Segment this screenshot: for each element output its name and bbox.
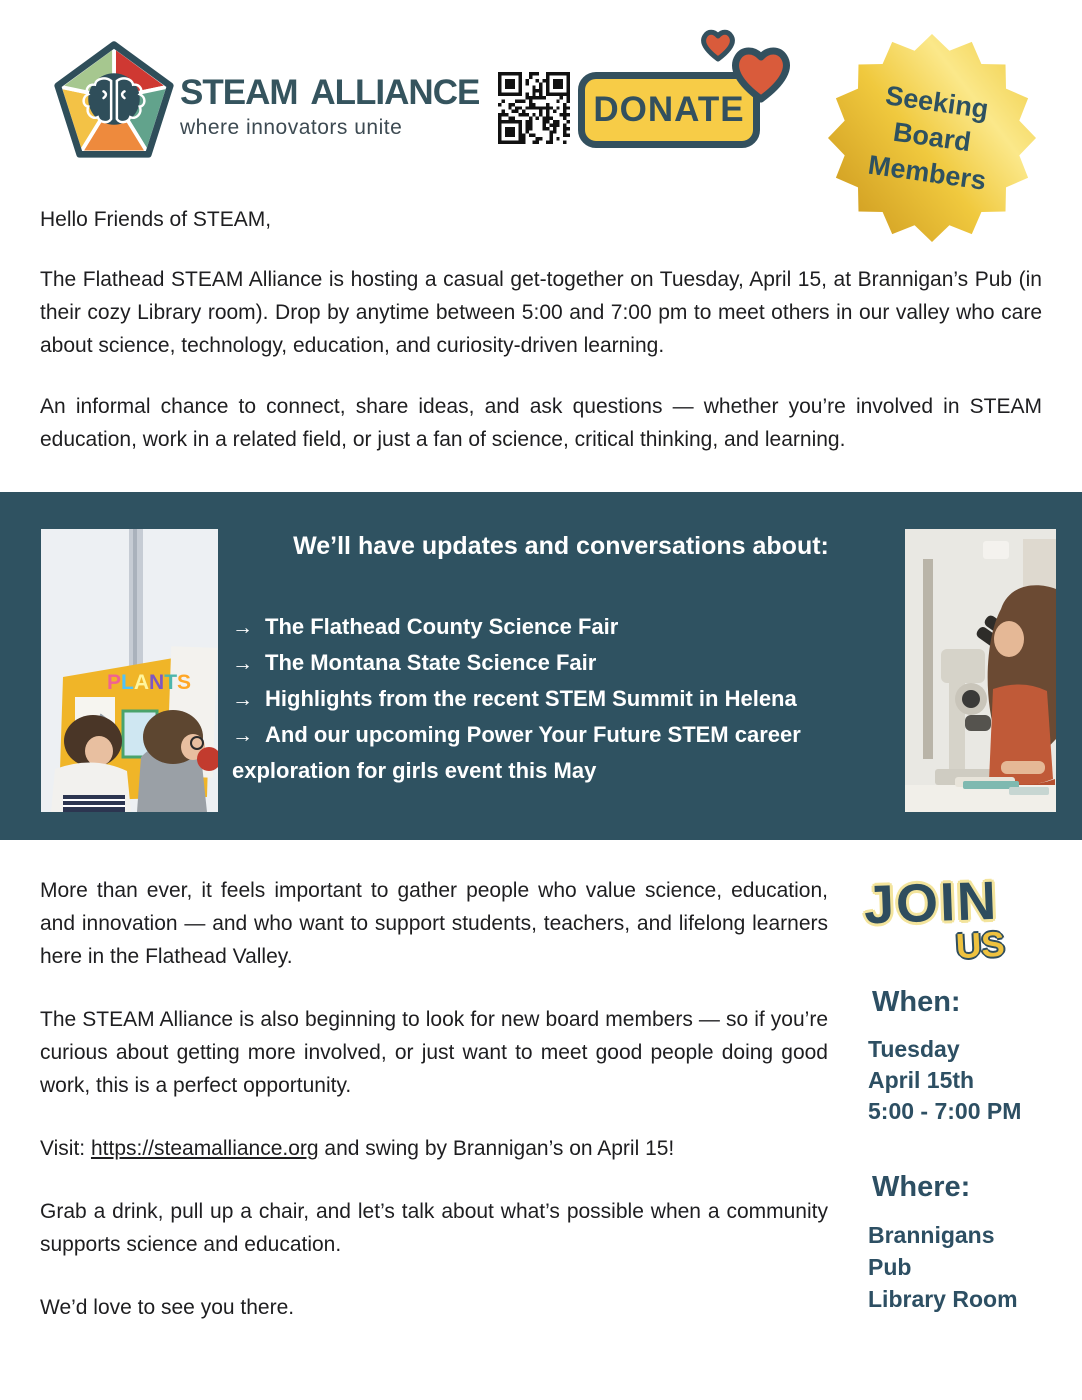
closing-paragraph: The STEAM Alliance is also beginning to look for new board members — so if you’re curious about getting more involved, or just want to meet good people doing good work, this is a perfect opportunity. [40, 1008, 828, 1097]
logo-wordmark [180, 59, 480, 140]
badge-line: Members [866, 149, 988, 196]
closing-section [40, 874, 828, 1354]
closing-paragraph: Grab a drink, pull up a chair, and let’s talk about what’s possible when a community supports science and education. [40, 1200, 828, 1256]
badge-line: Board [891, 117, 973, 158]
donate-qr-code-icon [498, 72, 570, 144]
us-text: US [954, 924, 1006, 967]
updates-heading: We’ll have updates and conversations about: [293, 532, 829, 560]
venue-name: Brannigans Pub [868, 1222, 995, 1280]
arrow-bullet-icon: → [232, 724, 253, 747]
list-item: → Highlights from the recent STEM Summit in Helena [232, 686, 797, 711]
event-details-sidebar [862, 870, 1042, 1315]
microscope-photo [905, 529, 1056, 812]
steam-alliance-logo-icon [52, 38, 176, 160]
updates-content [232, 532, 890, 788]
where-label: Where: [872, 1171, 971, 1203]
greeting-text: Hello Friends of STEAM, [40, 208, 272, 231]
website-link[interactable]: https://steamalliance.org [90, 1137, 319, 1160]
event-time: 5:00 - 7:00 PM [868, 1098, 1022, 1124]
join-text: JOIN [862, 870, 1000, 936]
list-item: → And our upcoming Power Your Future STEM career exploration for girls event this May [232, 722, 801, 783]
visit-line: Visit: https://steamalliance.org and swing by Brannigan’s on April 15! [40, 1137, 675, 1160]
badge-line: Seeking [883, 80, 991, 125]
updates-list [232, 609, 890, 788]
updates-banner [0, 492, 1082, 840]
donate-label: DONATE [593, 90, 745, 129]
svg-text:PLANTS: PLANTS [107, 671, 192, 694]
arrow-bullet-icon: → [232, 616, 253, 639]
when-details [862, 1034, 1042, 1127]
intro-paragraph: The Flathead STEAM Alliance is hosting a casual get-together on Tuesday, April 15, at Brannigan’s Pub (in their cozy Library room). Drop by anytime between 5:00 and 7:00 pm to meet others in our valley who care about science, technology, education, and curiosity-driven learning. [40, 268, 1042, 357]
arrow-bullet-icon: → [232, 652, 253, 675]
heart-icon [726, 40, 796, 106]
join-us-graphic [862, 870, 1042, 980]
list-item: → The Flathead County Science Fair [232, 614, 619, 639]
event-day: Tuesday [868, 1036, 960, 1062]
logo-tagline: where innovators unite [180, 116, 403, 139]
where-details [862, 1219, 1042, 1315]
closing-paragraph: More than ever, it feels important to gather people who value science, education, and innovation — and who want to support students, teachers, and lifelong learners here in the Flathead Valley. [40, 879, 828, 968]
when-label: When: [872, 986, 961, 1018]
intro-paragraph: An informal chance to connect, share ideas, and ask questions — whether you’re involved in STEAM education, work in a related field, or just a fan of science, critical thinking, and learning. [40, 395, 1042, 451]
venue-room: Library Room [868, 1286, 1018, 1312]
arrow-bullet-icon: → [232, 688, 253, 711]
intro-section [40, 203, 1042, 456]
event-date: April 15th [868, 1067, 975, 1093]
science-fair-photo [41, 529, 218, 812]
closing-paragraph: We’d love to see you there. [40, 1296, 295, 1319]
logo-title: steam alliance [180, 59, 480, 115]
list-item: → The Montana State Science Fair [232, 650, 597, 675]
